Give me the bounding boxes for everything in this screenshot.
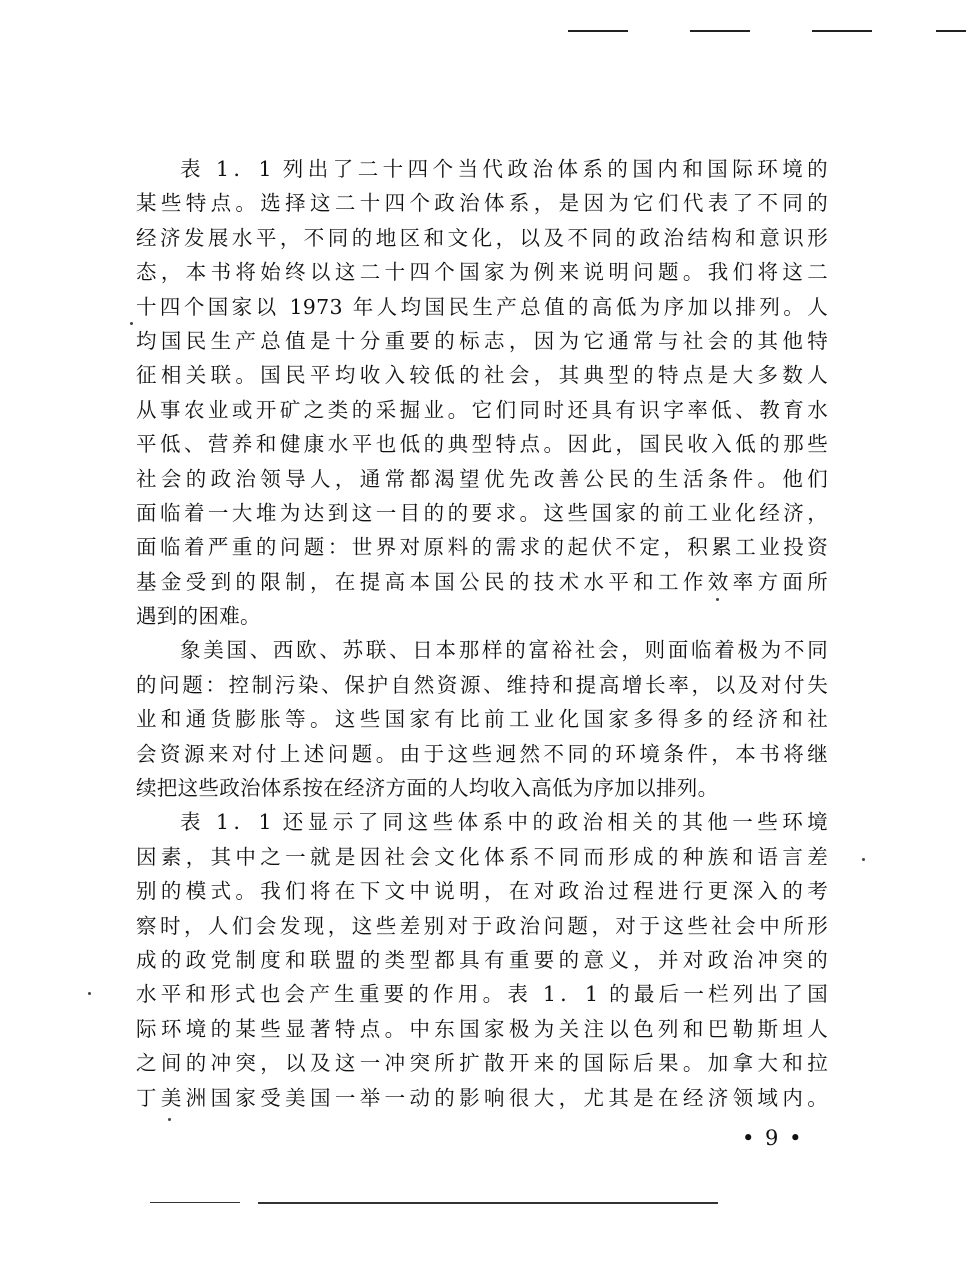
bottom-scan-rule [258, 1202, 718, 1204]
text-line: 水平和形式也会产生重要的作用。表 1．1 的最后一栏列出了国 [136, 982, 828, 1007]
text-line: 业和通货膨胀等。这些国家有比前工业化国家多得多的经济和社 [136, 707, 828, 732]
text-line: 别的模式。我们将在下文中说明，在对政治过程进行更深入的考 [136, 879, 828, 904]
paragraph [136, 633, 828, 805]
text-line: 因素，其中之一就是因社会文化体系不同而形成的种族和语言差 [136, 844, 828, 869]
text-line: 遇到的困难。 [136, 604, 261, 629]
text-line: 社会的政治领导人，通常都渴望优先改善公民的生活条件。他们 [136, 466, 828, 491]
text-line: 丁美洲国家受美国一举一动的影响很大，尤其是在经济领域内。 [136, 1085, 828, 1110]
text-line: 察时，人们会发现，这些差别对于政治问题，对于这些社会中所形 [136, 913, 828, 938]
text-line: 际环境的某些显著特点。中东国家极为关注以色列和巴勒斯坦人 [136, 1016, 828, 1041]
text-line: 的问题：控制污染、保护自然资源、维持和提高增长率，以及对付失 [136, 672, 828, 697]
scan-speck [716, 598, 719, 601]
paragraph [136, 152, 828, 633]
text-line: 面临着一大堆为达到这一目的的要求。这些国家的前工业化经济， [136, 500, 828, 525]
bottom-scan-rule [150, 1202, 240, 1203]
text-line: 十四个国家以 1973 年人均国民生产总值的高低为序加以排列。人 [136, 294, 828, 319]
text-line: 之间的冲突，以及这一冲突所扩散开来的国际后果。加拿大和拉 [136, 1051, 828, 1076]
text-line: 均国民生产总值是十分重要的标志，因为它通常与社会的其他特 [136, 328, 828, 353]
top-scan-rule [936, 30, 966, 32]
text-line: 从事农业或开矿之类的采掘业。它们同时还具有识字率低、教育水 [136, 397, 828, 422]
text-line: 基金受到的限制，在提高本国公民的技术水平和工作效率方面所 [136, 569, 828, 594]
scan-speck [130, 322, 133, 325]
text-line: 经济发展水平，不同的地区和文化，以及不同的政治结构和意识形 [136, 225, 828, 250]
text-line: 续把这些政治体系按在经济方面的人均收入高低为序加以排列。 [136, 776, 719, 801]
paragraph [136, 805, 828, 1115]
text-line: 平低、营养和健康水平也低的典型特点。因此，国民收入低的那些 [136, 432, 828, 457]
scan-speck [88, 992, 91, 995]
top-scan-rule [690, 30, 750, 32]
text-line: 会资源来对付上述问题。由于这些迥然不同的环境条件，本书将继 [136, 741, 828, 766]
text-line: 表 1．1 还显示了同这些体系中的政治相关的其他一些环境 [180, 810, 828, 835]
text-line: 象美国、西欧、苏联、日本那样的富裕社会，则面临着极为不同 [180, 638, 828, 663]
scan-speck [862, 858, 865, 861]
text-line: 表 1．1 列出了二十四个当代政治体系的国内和国际环境的 [180, 157, 828, 181]
top-scan-rule [568, 30, 628, 32]
scan-speck [168, 1118, 171, 1121]
text-line: 成的政党制度和联盟的类型都具有重要的意义，并对政治冲突的 [136, 947, 828, 972]
text-line: 态，本书将始终以这二十四个国家为例来说明问题。我们将这二 [136, 260, 828, 285]
text-line: 面临着严重的问题：世界对原料的需求的起伏不定，积累工业投资 [136, 535, 828, 560]
text-line: 某些特点。选择这二十四个政治体系，是因为它们代表了不同的 [136, 191, 828, 216]
page-number: • 9 • [742, 1126, 804, 1150]
text-line: 征相关联。国民平均收入较低的社会，其典型的特点是大多数人 [136, 363, 828, 388]
top-scan-rule [812, 30, 872, 32]
body-text [136, 152, 828, 1115]
